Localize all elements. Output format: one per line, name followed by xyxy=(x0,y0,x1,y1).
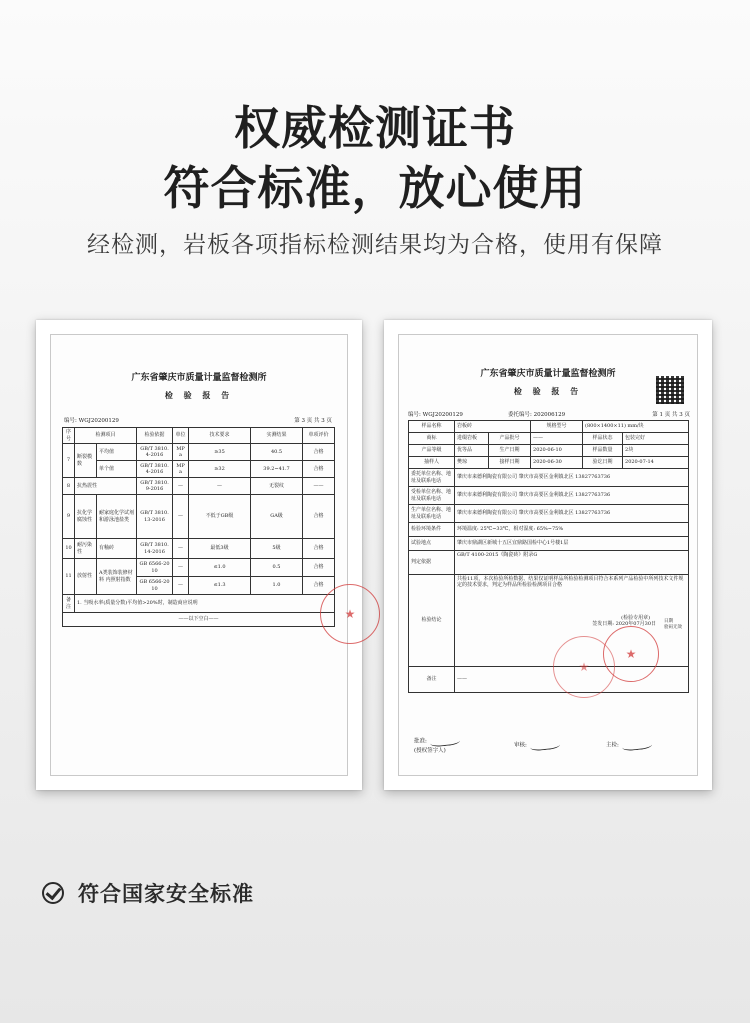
table-row xyxy=(409,551,689,575)
table-row xyxy=(63,444,335,461)
header-cell: 序号 xyxy=(63,428,75,444)
cell: 受检单位名称、地址及联系电话 xyxy=(409,487,455,505)
cell: 产品等级 xyxy=(409,445,455,457)
header-cell: 检测项目 xyxy=(75,428,137,444)
cell: 11 xyxy=(63,559,75,595)
table-header-row xyxy=(63,428,335,444)
cell: 合格 xyxy=(303,495,335,539)
cell: 2块 xyxy=(623,445,689,457)
table-row xyxy=(409,537,689,551)
cell: 肇庆市来德利陶瓷有限公司 肇庆市高要区金利镇北区 13827763736 xyxy=(455,487,689,505)
signature-scribble xyxy=(529,738,560,751)
table-row xyxy=(409,469,689,487)
cell: —— xyxy=(303,478,335,495)
cell: 商标 xyxy=(409,433,455,445)
star-icon: ★ xyxy=(344,607,356,621)
cell: 备注 xyxy=(63,595,75,613)
cell: 2020-07-14 xyxy=(623,457,689,469)
conclusion-text: 共检11项，本次检验所检数据、结果仅证明样品所检验检测项目符合本系列产品检验中所列技术文件规定的技术要求，判定为样品所检验检测项目合格 xyxy=(457,576,684,589)
cell xyxy=(97,559,137,595)
cell: GB 6566-2010 xyxy=(137,577,173,595)
cell: 10 xyxy=(63,539,75,559)
cell: ≥32 xyxy=(189,461,251,478)
cell: 2020-06-30 xyxy=(531,457,583,469)
cell: 检验环境条件 xyxy=(409,523,455,537)
signature-scribble xyxy=(429,734,460,747)
cell: 7 xyxy=(63,444,75,478)
main-label: 主检: xyxy=(606,742,619,749)
cell: 包装完好 xyxy=(623,433,689,445)
cell: 抽样人 xyxy=(409,457,455,469)
cell: 耐污染性 xyxy=(75,539,97,559)
cell: 断裂模数 xyxy=(75,444,97,478)
standard-compliance-text: 符合国家安全标准 xyxy=(78,882,254,906)
cell: ——以下空白—— xyxy=(63,613,335,627)
approve-sub: (授权签字人) xyxy=(414,748,446,754)
table-row xyxy=(409,523,689,537)
headline-line-1: 权威检测证书 xyxy=(234,101,516,155)
page-number: 第 1 页 共 3 页 xyxy=(652,412,690,418)
cell: 委托单位名称、地址及联系电话 xyxy=(409,469,455,487)
remarks-row xyxy=(63,595,335,613)
certificate-paper-left xyxy=(50,334,356,776)
cell: 合格 xyxy=(303,539,335,559)
institute-name: 广东省肇庆市质量计量监督检测所 xyxy=(131,373,267,383)
table-row xyxy=(63,495,335,539)
cell: 樊琼 xyxy=(455,457,489,469)
cell: 备注 xyxy=(409,667,455,693)
cell: ≤1.0 xyxy=(189,559,251,577)
header-cell: 单项评价 xyxy=(303,428,335,444)
test-results-table xyxy=(62,427,335,627)
inspector-signature xyxy=(606,740,652,750)
cell: 抗化学腐蚀性 xyxy=(75,495,97,539)
table-row xyxy=(63,539,335,559)
cell: MPa xyxy=(173,444,189,461)
cell: 优等品 xyxy=(455,445,489,457)
certificate-frame-left xyxy=(36,320,362,790)
cell: 1. 当吸水率(质量分数)平均值>20%时，制造商应说明 xyxy=(75,595,335,613)
cell: 8 xyxy=(63,478,75,495)
certificate-paper-right xyxy=(398,334,698,776)
cell: GB/T 4100-2015《陶瓷砖》附录G xyxy=(455,551,689,575)
cell: ≤1.3 xyxy=(189,577,251,595)
approver-signature xyxy=(414,736,460,754)
cell: 验讫日期 xyxy=(583,457,623,469)
cell: — xyxy=(173,495,189,539)
commission-number: 委托编号: 202006129 xyxy=(508,412,566,418)
cell: GB/T 3810.14-2016 xyxy=(137,539,173,559)
cell: 40.5 xyxy=(251,444,303,461)
table-row xyxy=(63,478,335,495)
review-label: 审核: xyxy=(514,742,527,749)
cell: — xyxy=(173,478,189,495)
cell: 放射性 xyxy=(75,559,97,595)
cell: 无裂纹 xyxy=(251,478,303,495)
cell: 判定依据 xyxy=(409,551,455,575)
cell: 单个值 xyxy=(97,461,137,478)
subtitle: 经检测，岩板各项指标检测结果均为合格，使用有保障 xyxy=(87,232,663,258)
standard-compliance-row xyxy=(42,878,254,908)
certificate-frame-right xyxy=(384,320,712,790)
cell: —— xyxy=(455,667,689,693)
cell: 肇庆市来德利陶瓷有限公司 肇庆市高要区金利镇北区 13827763736 xyxy=(455,505,689,523)
cell: GB 6566-2010 xyxy=(137,559,173,577)
cell: 样品名称 xyxy=(409,421,455,433)
header-cell: 实测结果 xyxy=(251,428,303,444)
doc-type: 检 验 报 告 xyxy=(513,386,583,396)
seal-note: (检验专用章) xyxy=(621,614,651,621)
end-row xyxy=(63,613,335,627)
star-icon: ★ xyxy=(578,660,590,674)
table-row xyxy=(409,487,689,505)
table-row xyxy=(409,433,689,445)
table-row xyxy=(409,505,689,523)
cell: 规格型号 xyxy=(531,421,583,433)
header-cell: 检验依据 xyxy=(137,428,173,444)
cell: 39.2~41.7 xyxy=(251,461,303,478)
headline-line-2: 符合标准，放心使用 xyxy=(163,161,587,215)
cell: 产品批号 xyxy=(489,433,531,445)
table-row xyxy=(409,421,689,433)
cell: GB/T 3810.4-2016 xyxy=(137,444,173,461)
cell: 5级 xyxy=(251,539,303,559)
signature-scribble xyxy=(621,738,652,751)
reviewer-signature xyxy=(514,740,560,750)
cell: GB/T 3810.13-2016 xyxy=(137,495,173,539)
check-circle-icon xyxy=(42,882,64,904)
cell: 试验地点 xyxy=(409,537,455,551)
qr-code-icon xyxy=(656,376,684,404)
cell: 有釉砖 xyxy=(97,539,137,559)
cell: — xyxy=(173,577,189,595)
page-number: 第 3 页 共 3 页 xyxy=(294,418,332,424)
cell: 1.0 xyxy=(251,577,303,595)
cell: 合格 xyxy=(303,577,335,595)
cell: — xyxy=(189,478,251,495)
cell: (800×1400×11) mm/块 xyxy=(583,421,689,433)
cell: 岩板砖 xyxy=(455,421,531,433)
table-row xyxy=(63,559,335,577)
cell: MPa xyxy=(173,461,189,478)
cell: 生产日期 xyxy=(489,445,531,457)
cell: GB/T 3810.9-2016 xyxy=(137,478,173,495)
cell: 抗热震性 xyxy=(75,478,137,495)
side-note: 日期 验码无效 xyxy=(664,619,683,630)
official-seal-stamp xyxy=(320,584,380,644)
table-row xyxy=(409,457,689,469)
issue-date: 签发日期: 2020年07月30日 xyxy=(592,620,657,627)
cell: 0.5 xyxy=(251,559,303,577)
cell: 样品数量 xyxy=(583,445,623,457)
report-number: 编号: WGJ20200129 xyxy=(408,412,463,418)
approve-label: 批准: xyxy=(414,738,427,745)
cell: 合格 xyxy=(303,559,335,577)
cell: —— xyxy=(531,433,583,445)
star-icon: ★ xyxy=(625,647,637,661)
cell: 生产单位名称、地址及联系电话 xyxy=(409,505,455,523)
cell: — xyxy=(173,539,189,559)
cell: GA级 xyxy=(251,495,303,539)
cell: 9 xyxy=(63,495,75,539)
cell: — xyxy=(173,559,189,577)
report-number: 编号: WGJ20200129 xyxy=(64,418,119,424)
cell: 检验结论 xyxy=(409,575,455,667)
cell: 2020-06-10 xyxy=(531,445,583,457)
cell: 平均值 xyxy=(97,444,137,461)
cell: 合格 xyxy=(303,461,335,478)
cell: 环境温度: 25℃~33℃，相对湿度: 65%~75% xyxy=(455,523,689,537)
table-row xyxy=(409,445,689,457)
cell: ≥35 xyxy=(189,444,251,461)
cell: 肇庆市来德利陶瓷有限公司 肇庆市高要区金利镇北区 13827763736 xyxy=(455,469,689,487)
cell: GB/T 3810.4-2016 xyxy=(137,461,173,478)
cell: 合格 xyxy=(303,444,335,461)
cell: 接样日期 xyxy=(489,457,531,469)
cell-text: A类装饰装修材料 xyxy=(99,570,133,583)
institute-name: 广东省肇庆市质量计量监督检测所 xyxy=(480,369,616,379)
inspection-seal-stamp xyxy=(553,636,615,698)
cell: 样品状态 xyxy=(583,433,623,445)
header-cell: 单位 xyxy=(173,428,189,444)
cell: 不低于GB级 xyxy=(189,495,251,539)
cell: 肇庆市鼎湖区新城十五区宜鼎路国检中心1号楼1层 xyxy=(455,537,689,551)
cell: 进缀岩板 xyxy=(455,433,489,445)
cell: 耐家庭化学试剂和游泳池盐类 xyxy=(97,495,137,539)
cell-text: 内照射指数 xyxy=(105,576,131,583)
header-cell: 技术要求 xyxy=(189,428,251,444)
doc-type: 检 验 报 告 xyxy=(164,390,234,400)
table-row xyxy=(63,461,335,478)
cell: 最低3级 xyxy=(189,539,251,559)
